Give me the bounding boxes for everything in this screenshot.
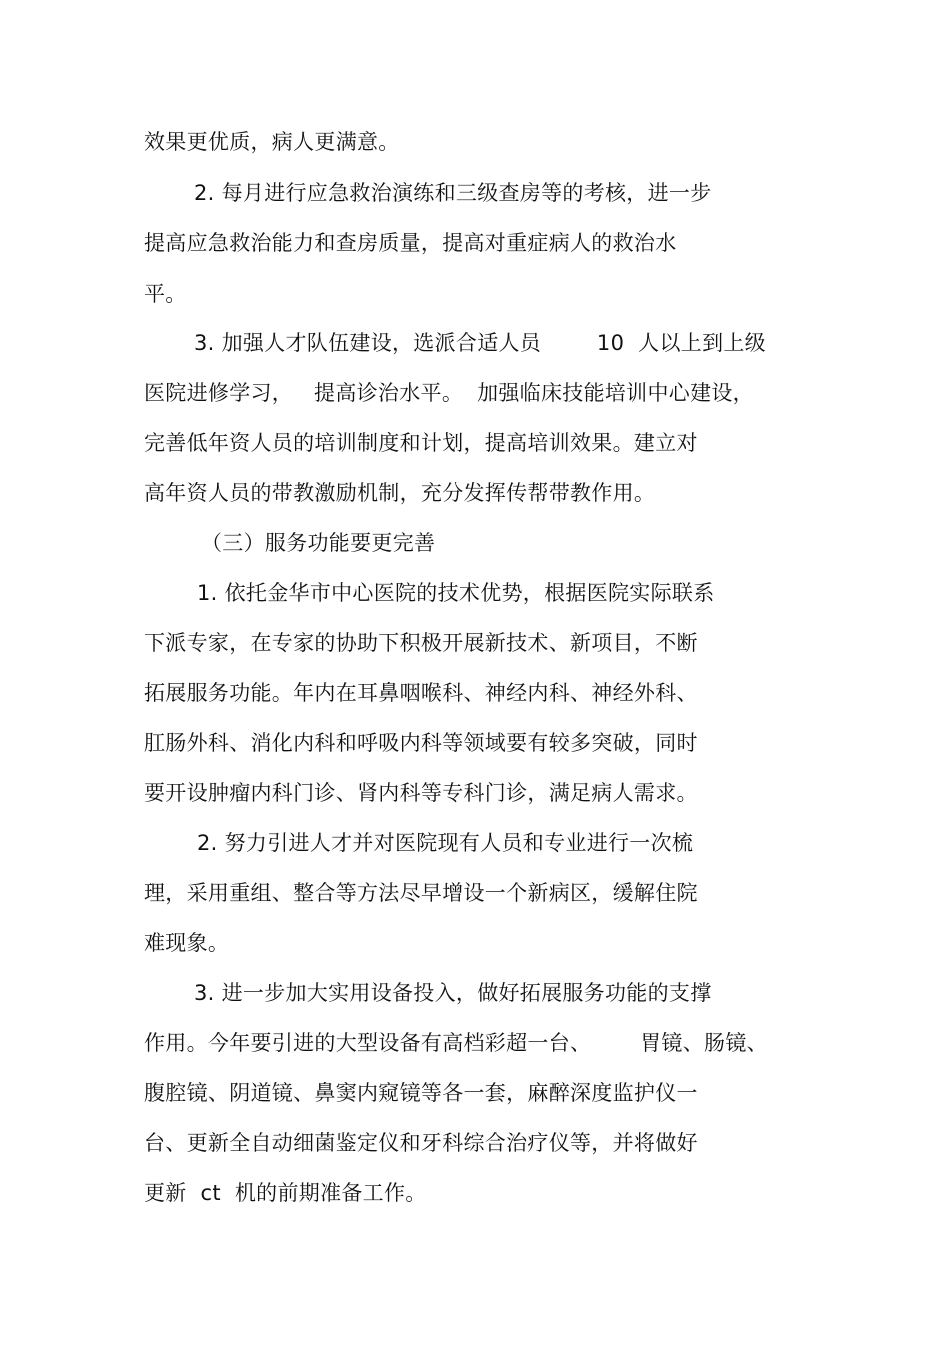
text-line: 1. 依托金华市中心医院的技术优势，根据医院实际联系 [197, 581, 715, 605]
text-line: 医院进修学习， 提高诊治水平。 加强临床技能培训中心建设， [144, 381, 754, 405]
text-line: 2. 努力引进人才并对医院现有人员和专业进行一次梳 [197, 831, 694, 855]
text-line: 作用。今年要引进的大型设备有高档彩超一台、 胃镜、肠镜、 [144, 1031, 768, 1055]
text-line: 完善低年资人员的培训制度和计划，提高培训效果。建立对 [144, 431, 698, 455]
text-line: 3. 进一步加大实用设备投入，做好拓展服务功能的支撑 [194, 981, 712, 1005]
text-line: 肛肠外科、消化内科和呼吸内科等领域要有较多突破，同时 [144, 731, 698, 755]
text-line: 理，采用重组、整合等方法尽早增设一个新病区，缓解住院 [144, 881, 698, 905]
text-line: 台、更新全自动细菌鉴定仪和牙科综合治疗仪等，并将做好 [144, 1131, 698, 1155]
text-line: 难现象。 [144, 931, 230, 955]
section-heading: （三）服务功能要更完善 [201, 531, 436, 555]
text-line: 要开设肿瘤内科门诊、肾内科等专科门诊，满足病人需求。 [144, 781, 698, 805]
text-line: 平。 [144, 282, 187, 306]
text-line: 高年资人员的带教激励机制，充分发挥传帮带教作用。 [144, 481, 656, 505]
text-line: 腹腔镜、阴道镜、鼻窦内窥镜等各一套，麻醉深度监护仪一 [144, 1081, 698, 1105]
text-line: 2. 每月进行应急救治演练和三级查房等的考核，进一步 [194, 181, 712, 205]
text-line: 提高应急救治能力和查房质量，提高对重症病人的救治水 [144, 231, 677, 255]
text-line: 拓展服务功能。年内在耳鼻咽喉科、神经内科、神经外科、 [144, 681, 698, 705]
text-line: 效果更优质，病人更满意。 [144, 130, 400, 154]
text-line: 更新 ct 机的前期准备工作。 [144, 1181, 427, 1205]
text-line: 3. 加强人才队伍建设，选派合适人员 10 人以上到上级 [194, 331, 766, 355]
text-line: 下派专家，在专家的协助下积极开展新技术、新项目，不断 [144, 631, 698, 655]
